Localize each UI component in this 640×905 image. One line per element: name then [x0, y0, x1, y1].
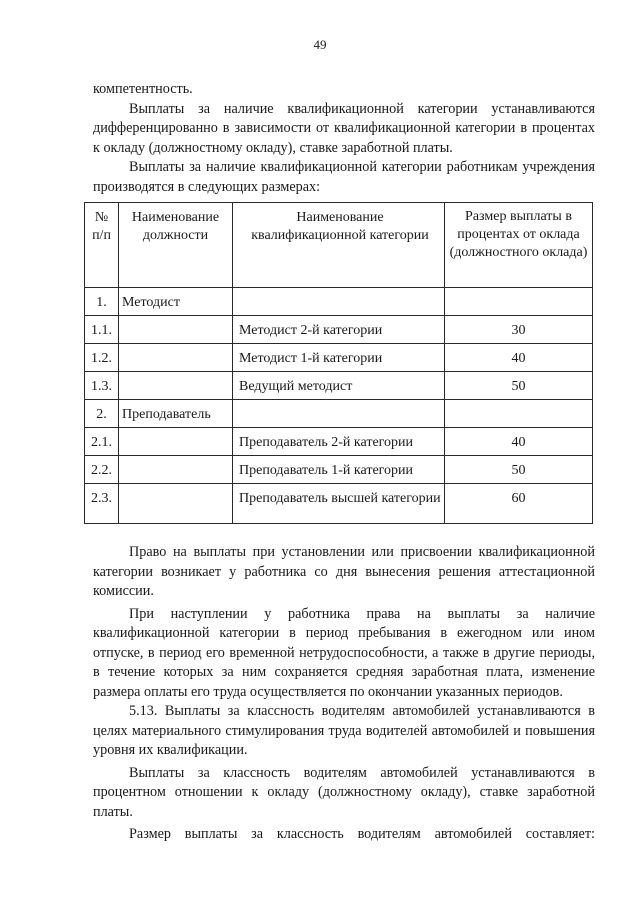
- row-percent: 40: [445, 344, 593, 372]
- row-number: 2.3.: [85, 484, 119, 524]
- text-block-bottom: [93, 543, 595, 845]
- paragraph: Право на выплаты при установлении или присвоении квалификационной категории возникает у работника со дня вынесения решения аттестационной комиссии.: [93, 544, 595, 599]
- row-number: 1.1.: [85, 316, 119, 344]
- header-category: Наименование квалификационной категории: [233, 203, 445, 288]
- row-number: 2.1.: [85, 428, 119, 456]
- table-row: [85, 484, 593, 524]
- table-row: [85, 456, 593, 484]
- header-percent: Размер выплаты в процентах от оклада (должностного оклада): [445, 203, 593, 288]
- paragraph: Выплаты за наличие квалификационной категории работникам учреждения производятся в следующих размерах:: [93, 159, 595, 195]
- row-percent: [445, 400, 593, 428]
- paragraph: 5.13. Выплаты за классность водителям автомобилей устанавливаются в целях материального стимулирования труда водителей автомобилей и повышения уровня их квалификации.: [93, 703, 595, 758]
- row-category: Методист 2-й категории: [233, 316, 445, 344]
- row-number: 2.: [85, 400, 119, 428]
- table-row: [85, 372, 593, 400]
- text-block-top: [93, 80, 595, 197]
- table-row: [85, 316, 593, 344]
- table-row: [85, 400, 593, 428]
- paragraph: При наступлении у работника права на выплаты за наличие квалификационной категории в период пребывания в ежегодном или ином отпуске, в период его временной нетрудоспособности, а также в другие периоды, в течение которых за ним сохраняется средняя заработная плата, изменение размера оплаты его труда осуществляется по окончании указанных периодов.: [93, 605, 595, 700]
- row-number: 2.2.: [85, 456, 119, 484]
- qualification-payments-table: [84, 202, 593, 524]
- paragraph: Выплаты за классность водителям автомобилей устанавливаются в процентном отношении к окладу (должностному окладу), ставке заработной платы.: [93, 764, 595, 820]
- header-position: Наименование должности: [119, 203, 233, 288]
- header-number: № п/п: [85, 203, 119, 288]
- row-position: [119, 484, 233, 524]
- paragraph: Размер выплаты за классность водителям автомобилей составляет:: [129, 826, 595, 842]
- row-number: 1.3.: [85, 372, 119, 400]
- row-position: Преподаватель: [119, 400, 233, 428]
- row-position: [119, 428, 233, 456]
- row-category: Преподаватель высшей категории: [233, 484, 445, 524]
- row-position: [119, 456, 233, 484]
- row-category: [233, 400, 445, 428]
- table-row: [85, 288, 593, 316]
- row-position: [119, 344, 233, 372]
- row-percent: 50: [445, 372, 593, 400]
- row-percent: 50: [445, 456, 593, 484]
- page-number: 49: [313, 37, 327, 52]
- row-category: Преподаватель 2-й категории: [233, 428, 445, 456]
- paragraph: Выплаты за наличие квалификационной категории устанавливаются дифференцированно в зависимости от квалификационной категории в процентах к окладу (должностному окладу), ставке заработной платы.: [93, 100, 595, 156]
- row-position: [119, 316, 233, 344]
- row-percent: 30: [445, 316, 593, 344]
- row-position: [119, 372, 233, 400]
- table-row: [85, 428, 593, 456]
- row-category: Методист 1-й категории: [233, 344, 445, 372]
- row-category: Ведущий методист: [233, 372, 445, 400]
- table-row: [85, 344, 593, 372]
- paragraph: компетентность.: [93, 81, 193, 97]
- row-percent: 40: [445, 428, 593, 456]
- row-category: [233, 288, 445, 316]
- row-number: 1.: [85, 288, 119, 316]
- row-percent: [445, 288, 593, 316]
- row-category: Преподаватель 1-й категории: [233, 456, 445, 484]
- row-position: Методист: [119, 288, 233, 316]
- row-number: 1.2.: [85, 344, 119, 372]
- table-header-row: [85, 203, 593, 288]
- row-percent: 60: [445, 484, 593, 524]
